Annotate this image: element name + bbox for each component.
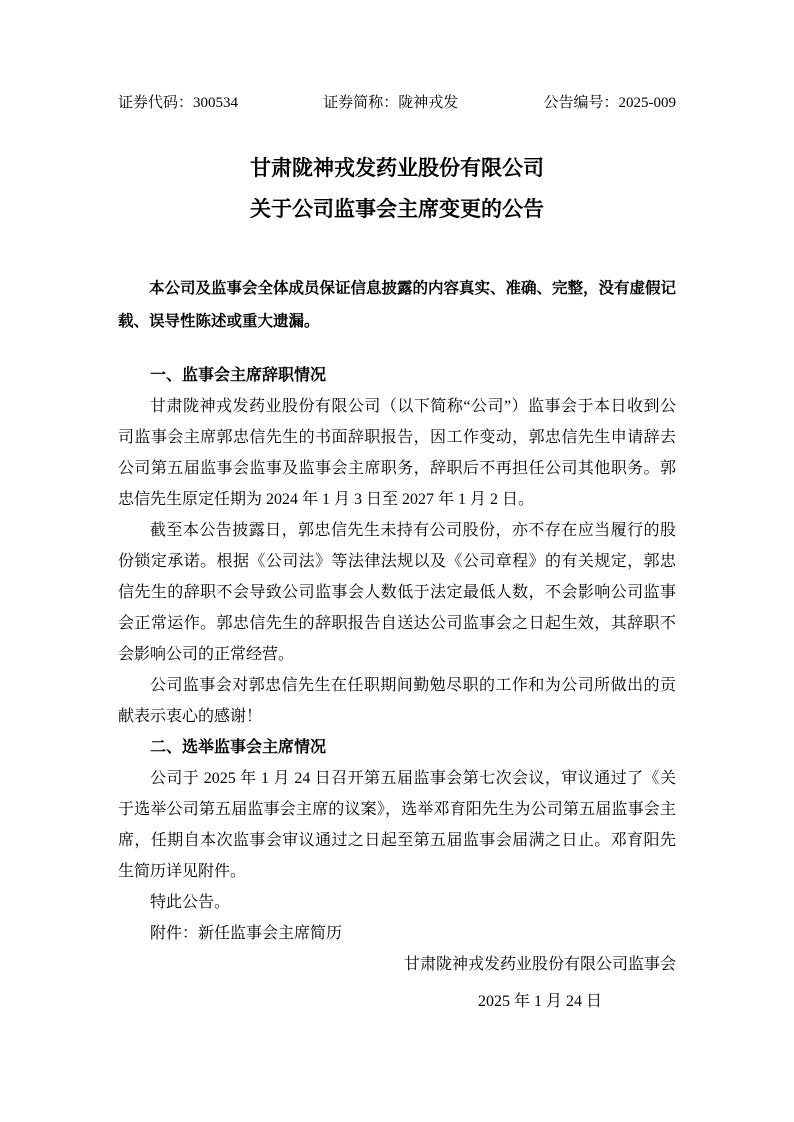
signature-block <box>404 949 676 1017</box>
section-1-paragraph-2: 截至本公告披露日，郭忠信先生未持有公司股份，亦不存在应当履行的股份锁定承诺。根据《公司法》等法律法规以及《公司章程》的有关规定，郭忠信先生的辞职不会导致公司监事会人数低于法定最低人数，不会影响公司监事会正常运作。郭忠信先生的辞职报告自送达公司监事会之日起生效，其辞职不会影响公司的正常经营。 <box>118 522 676 663</box>
stock-code-label: 证券代码：300534 <box>118 95 239 111</box>
date-line: 2025 年 1 月 24 日 <box>477 993 602 1010</box>
section-2-paragraph-1: 公司于 2025 年 1 月 24 日召开第五届监事会第七次会议，审议通过了《关于选举公司第五届监事会主席的议案》，选举邓育阳先生为公司第五届监事会主席，任期自本次监事会审议通过之日起至第五届监事会届满之日止。邓育阳先生简历详见附件。 <box>118 770 676 880</box>
announcement-subtitle: 关于公司监事会主席变更的公告 <box>250 198 544 221</box>
stock-name-label: 证券简称：陇神戎发 <box>323 95 459 111</box>
integrity-statement: 本公司及监事会全体成员保证信息披露的内容真实、准确、完整，没有虚假记载、误导性陈述或重大遗漏。 <box>118 280 677 330</box>
announcement-number-label: 公告编号：2025-009 <box>543 95 676 111</box>
signature-line: 甘肃陇神戎发药业股份有限公司监事会 <box>403 956 676 973</box>
document-body <box>118 360 676 949</box>
document-title-block <box>118 148 676 230</box>
section-1-heading: 一、监事会主席辞职情况 <box>150 367 327 384</box>
document-header-row <box>118 92 676 114</box>
company-name-title: 甘肃陇神戎发药业股份有限公司 <box>250 157 544 180</box>
section-1-paragraph-1: 甘肃陇神戎发药业股份有限公司（以下简称“公司”）监事会于本日收到公司监事会主席郭忠信先生的书面辞职报告，因工作变动，郭忠信先生申请辞去公司第五届监事会监事及监事会主席职务，辞职后不再担任公司其他职务。郭忠信先生原定任期为 2024 年 1 月 3 日至 2027 年 1 月 2 日。 <box>118 398 676 508</box>
section-2-heading: 二、选举监事会主席情况 <box>150 739 327 756</box>
closing-line: 特此公告。 <box>150 894 231 911</box>
section-1-paragraph-3: 公司监事会对郭忠信先生在任职期间勤勉尽职的工作和为公司所做出的贡献表示衷心的感谢！ <box>118 677 676 725</box>
attachment-line: 附件：新任监事会主席简历 <box>150 925 343 942</box>
